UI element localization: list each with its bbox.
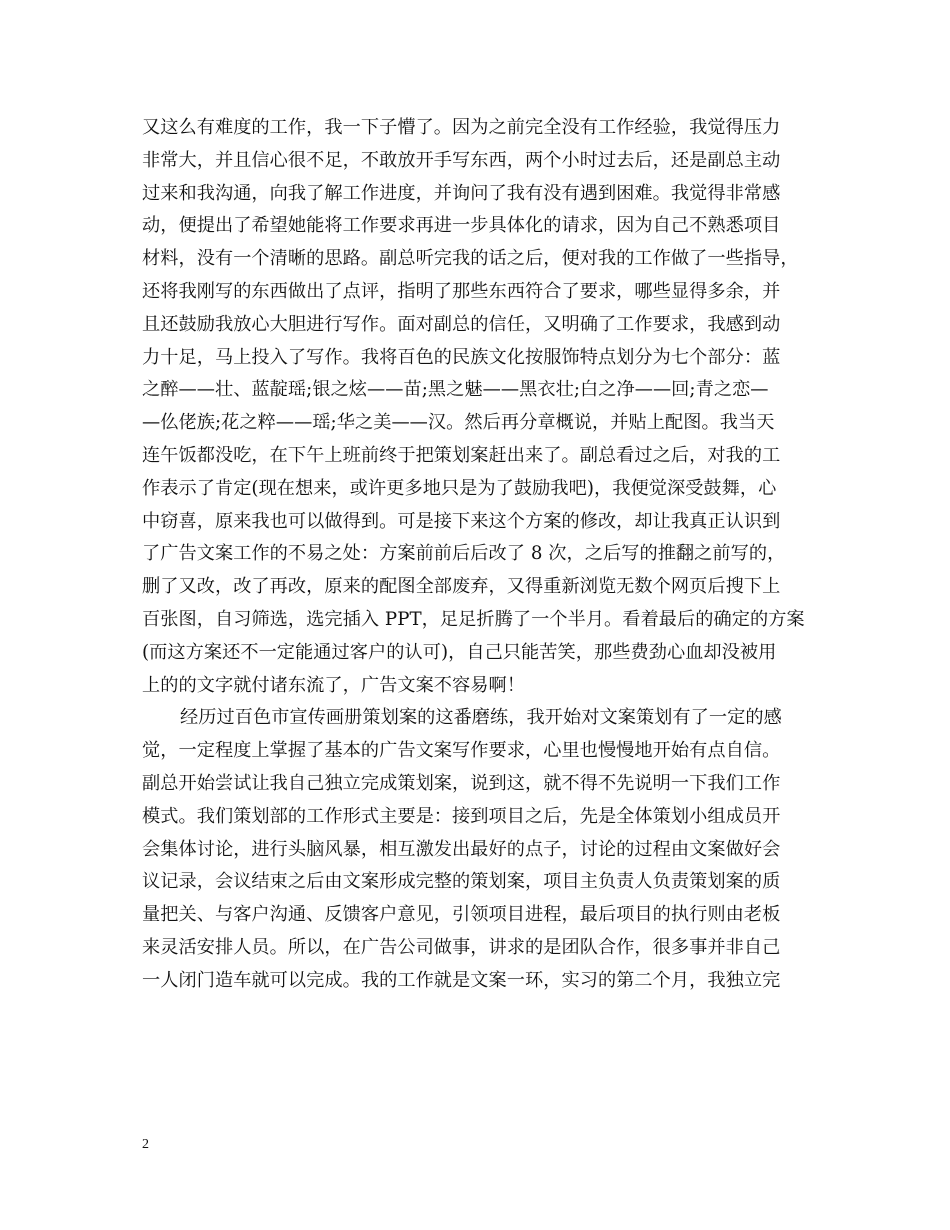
page-number: 2 xyxy=(142,1137,149,1152)
text-line: —仫佬族;花之粹——瑶;华之美——汉。然后再分章概说，并贴上配图。我当天 xyxy=(142,412,775,434)
text-line: 会集体讨论，进行头脑风暴，相互激发出最好的点子，讨论的过程由文案做好会 xyxy=(142,838,781,860)
text-line: 又这么有难度的工作，我一下子懵了。因为之前完全没有工作经验，我觉得压力 xyxy=(142,117,781,138)
text-line: 模式。我们策划部的工作形式主要是：接到项目之后，先是全体策划小组成员开 xyxy=(142,805,781,827)
text-line: 删了又改，改了再改，原来的配图全部废弃，又得重新浏览无数个网页后搜下上 xyxy=(142,576,781,598)
text-line: 来灵活安排人员。所以，在广告公司做事，讲求的是团队合作，很多事并非自己 xyxy=(142,936,781,958)
text-line: 经历过百色市宣传画册策划案的这番磨练，我开始对文案策划有了一定的感 xyxy=(180,707,782,729)
text-line: 议记录，会议结束之后由文案形成完整的策划案，项目主负责人负责策划案的质 xyxy=(142,871,781,893)
text-line: 了广告文案工作的不易之处：方案前前后后改了 8 次，之后写的推翻之前写的， xyxy=(142,543,786,565)
text-line: 还将我刚写的东西做出了点评，指明了那些东西符合了要求，哪些显得多余，并 xyxy=(142,280,781,302)
text-line: 百张图，自习筛选，选完插入 PPT，足足折腾了一个半月。看着最后的确定的方案 xyxy=(142,608,805,630)
text-line: 动，便提出了希望她能将工作要求再进一步具体化的请求，因为自己不熟悉项目 xyxy=(142,215,781,237)
text-line: 非常大，并且信心很不足，不敢放开手写东西，两个小时过去后，还是副总主动 xyxy=(142,149,781,171)
text-line: 材料，没有一个清晰的思路。副总听完我的话之后，便对我的工作做了一些指导， xyxy=(142,248,799,270)
text-line: 上的的文字就付诸东流了，广告文案不容易啊！ xyxy=(142,674,525,696)
text-line: 觉，一定程度上掌握了基本的广告文案写作要求，心里也慢慢地开始有点自信。 xyxy=(142,740,781,762)
text-line: 过来和我沟通，向我了解工作进度，并询问了我有没有遇到困难。我觉得非常感 xyxy=(142,182,781,204)
text-line: (而这方案还不一定能通过客户的认可)，自己只能苦笑，那些费劲心血却没被用 xyxy=(142,641,777,663)
text-line: 中窃喜，原来我也可以做得到。可是接下来这个方案的修改，却让我真正认识到 xyxy=(142,510,781,532)
text-line: 力十足，马上投入了写作。我将百色的民族文化按服饰特点划分为七个部分：蓝 xyxy=(142,346,781,368)
text-line: 作表示了肯定(现在想来，或许更多地只是为了鼓励我吧)，我便觉深受鼓舞，心 xyxy=(142,477,777,499)
text-line: 之醉——壮、蓝靛瑶;银之炫——苗;黑之魅——黑衣壮;白之净——回;青之恋— xyxy=(142,379,769,401)
text-line: 且还鼓励我放心大胆进行写作。面对副总的信任，又明确了工作要求，我感到动 xyxy=(142,313,781,335)
text-line: 一人闭门造车就可以完成。我的工作就是文案一环，实习的第二个月，我独立完 xyxy=(142,969,781,991)
text-line: 量把关、与客户沟通、反馈客户意见，引领项目进程，最后项目的执行则由老板 xyxy=(142,904,781,926)
text-line: 副总开始尝试让我自己独立完成策划案，说到这，就不得不先说明一下我们工作 xyxy=(142,772,781,794)
text-line: 连午饭都没吃，在下午上班前终于把策划案赶出来了。副总看过之后，对我的工 xyxy=(142,444,781,466)
body-text xyxy=(142,112,832,998)
